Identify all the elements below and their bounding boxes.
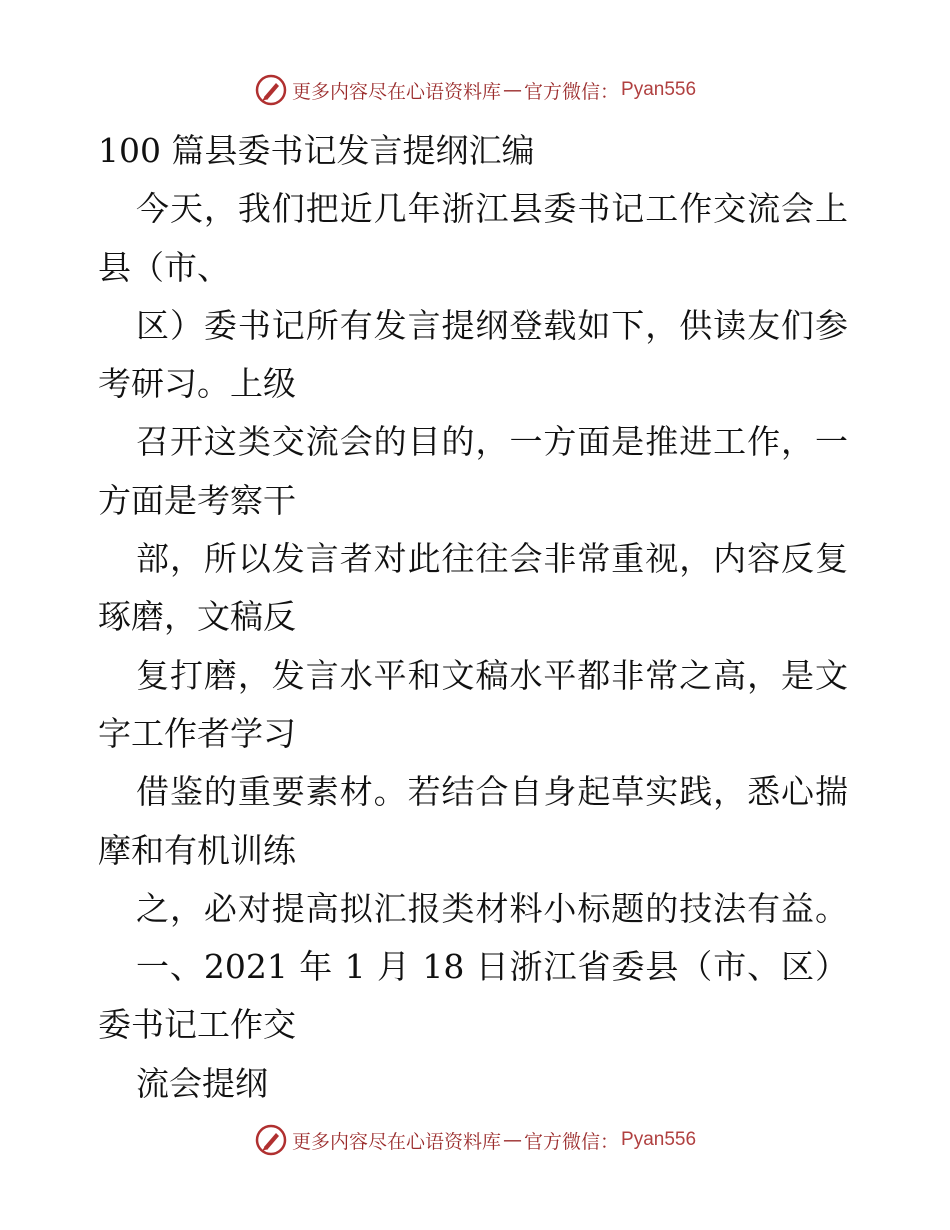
document-title: 100 篇县委书记发言提纲汇编 bbox=[98, 131, 535, 170]
document-body bbox=[98, 122, 858, 1113]
text-line: 今天，我们把近几年浙江县委书记工作交流会上 bbox=[136, 189, 848, 229]
watermark-official: 官方微信 bbox=[523, 1130, 600, 1153]
text-line: 字工作者学习 bbox=[98, 713, 296, 753]
text-line: 区）委书记所有发言提纲登载如下，供读友们参 bbox=[136, 305, 848, 345]
watermark-wechat-id: Pyan556 bbox=[621, 79, 697, 100]
header-watermark bbox=[0, 70, 950, 110]
watermark-colon: ： bbox=[600, 1130, 620, 1153]
pen-logo-icon bbox=[254, 1123, 288, 1157]
watermark-separator: — bbox=[502, 79, 522, 101]
text-line: 方面是考察干 bbox=[98, 480, 296, 520]
pen-logo-icon bbox=[254, 73, 288, 107]
watermark-text: 更多内容尽在心语资料库 bbox=[291, 1130, 501, 1153]
text-line: 县（市、 bbox=[98, 247, 230, 287]
section-heading-line: 一、2021 年 1 月 18 日浙江省委县（市、区） bbox=[136, 947, 848, 987]
text-line: 摩和有机训练 bbox=[98, 830, 296, 870]
text-line: 复打磨，发言水平和文稿水平都非常之高，是文 bbox=[136, 655, 848, 695]
watermark-separator: — bbox=[502, 1129, 522, 1151]
text-line: 部，所以发言者对此往往会非常重视，内容反复 bbox=[136, 539, 848, 579]
watermark-official: 官方微信 bbox=[523, 80, 600, 103]
section-heading-line: 流会提纲 bbox=[136, 1063, 268, 1103]
watermark-wechat-id: Pyan556 bbox=[621, 1129, 697, 1150]
watermark-text: 更多内容尽在心语资料库 bbox=[291, 80, 501, 103]
text-line: 之，必对提高拟汇报类材料小标题的技法有益。 bbox=[136, 888, 848, 928]
text-line: 考研习。上级 bbox=[98, 364, 296, 404]
watermark-colon: ： bbox=[600, 80, 620, 103]
text-line: 召开这类交流会的目的，一方面是推进工作，一 bbox=[136, 422, 848, 462]
text-line: 借鉴的重要素材。若结合自身起草实践，悉心揣 bbox=[136, 772, 848, 812]
text-line: 琢磨，文稿反 bbox=[98, 597, 296, 637]
footer-watermark bbox=[0, 1120, 950, 1160]
section-heading-line: 委书记工作交 bbox=[98, 1005, 296, 1045]
